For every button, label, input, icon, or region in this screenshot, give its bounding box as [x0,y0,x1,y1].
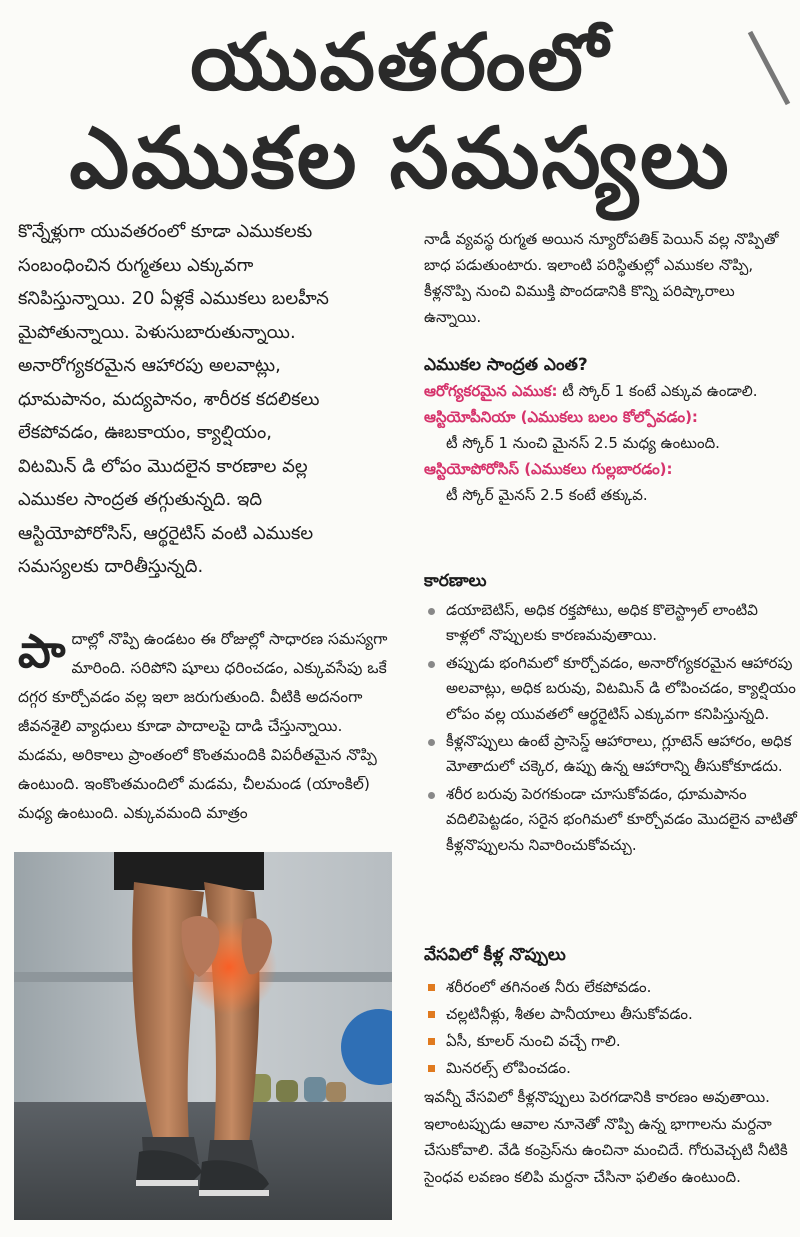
summer-heading: వేసవిలో కీళ్ల నొప్పులు [424,945,566,965]
density-text: టీ స్కోర్ మైనస్ 2.5 కంటే తక్కువ. [446,486,648,504]
list-item-text: మినరల్స్ లోపించడం. [446,1059,571,1077]
headline [0,0,800,210]
density-item-osteoporosis [424,456,796,508]
density-item-healthy [424,378,796,404]
density-item-osteopenia [424,404,796,456]
list-item-text: తప్పుడు భంగిమలో కూర్చోవడం, అనారోగ్యకరమైన ఆహారపు అలవాట్లు, అధిక బరువు, విటమిన్ డి లోపించడం, క్యాల్షియం లోపం వల్ల యువతలో ఆర్థరైటిస్ ఎక్కువగా కనిపిస్తున్నది. [446,653,796,723]
list-item [424,651,800,727]
bullet-dot-icon [428,739,435,746]
list-item [424,598,800,649]
intro-line: సంబంధించిన రుగ్మతలు ఎక్కువగా [18,254,254,276]
bullet-square-icon [428,984,435,991]
headline-line-1: యువతరంలో [190,18,610,108]
intro-line: లేకపోవడం, ఊబకాయం, క్యాల్షియం, [18,422,272,443]
intro-line: ఎముకల సాంద్రత తగ్గుతున్నది. ఇది [18,489,263,510]
density-text: టీ స్కోర్ 1 కంటే ఎక్కువ ఉండాలి. [562,382,758,400]
density-text: టీ స్కోర్ 1 నుంచి మైనస్ 2.5 మధ్య ఉంటుంది. [446,434,720,452]
intro-line: విటమిన్ డి లోపం మొదలైన కారణాల వల్ల [18,455,308,477]
intro-line: ధూమపానం, మద్యపానం, శారీరక కదలికలు [18,388,320,410]
list-item [424,1055,800,1082]
list-item-text: చల్లటినీళ్లు, శీతల పానీయాలు తీసుకోవడం. [446,1005,693,1023]
decorative-slash-icon [746,28,792,108]
list-item-text: కీళ్లనొప్పులు ఉంటే ప్రాసెస్డ్ ఆహారాలు, గ్లూటెన్ ఆహారం, అధిక మోతాదులో చక్కెర, ఉప్పు ఉన్న ఆహారాన్ని తీసుకోకూడదు. [446,732,792,776]
list-item [424,782,800,858]
headline-line-2: ఎముకల సమస్యలు [69,109,731,207]
summer-list [424,974,800,1082]
list-item-text: శరీరంలో తగినంత నీరు లేకపోవడం. [446,978,652,996]
foot-pain-paragraph [18,625,396,828]
bullet-dot-icon [428,661,435,668]
causes-list [424,598,800,860]
intro-line: సమస్యలకు దారితీస్తున్నది. [18,556,204,577]
list-item-text: ఏసీ, కూలర్ నుంచి వచ్చే గాలి. [446,1032,621,1050]
density-label: ఆస్టియోపోరోసిస్ (ఎముకలు గుల్లబారడం): [424,460,673,478]
density-heading: ఎముకల సాంద్రత ఎంత? [424,355,588,375]
intro-line: మైపోతున్నాయి. పెళుసుబారుతున్నాయి. [18,321,296,343]
dropcap: పా [18,624,66,678]
intro-line: అనారోగ్యకరమైన ఆహారపు అలవాట్లు, [18,355,281,376]
bullet-dot-icon [428,608,435,615]
intro-line: కొన్నేళ్లుగా యువతరంలో కూడా ఎముకలకు [18,221,313,242]
list-item-text: శరీర బరువు పెరగకుండా చూసుకోవడం, ధూమపానం వదిలిపెట్టడం, సరైన భంగిమలో కూర్చోవడం మొదలైన వాటితో కీళ్లనొప్పులను నివారించుకోవచ్చు. [446,784,797,854]
list-item [424,729,800,780]
intro-line: కనిపిస్తున్నాయి. 20 ఏళ్లకే ఎముకలు బలహీన [18,288,329,309]
density-label: ఆరోగ్యకరమైన ఎముక: [424,382,558,400]
bullet-square-icon [428,1065,435,1072]
knee-pain-photo [14,852,392,1220]
right-intro-paragraph: నాడీ వ్యవస్థ రుగ్మత అయిన న్యూరోపతిక్ పెయిన్ వల్ల నొప్పితో బాధ పడుతుంటారు. ఇలాంటి పరిస్థితుల్లో ఎముకల నొప్పి, కీళ్లనొప్పి నుంచి విముక్తి పొందడానికి కొన్ని పరిష్కారాలు ఉన్నాయి. [424,230,779,326]
list-item [424,1001,800,1028]
causes-heading: కారణాలు [424,571,487,591]
intro-line: ఆస్టియోపోరోసిస్, ఆర్థరైటిస్ వంటి ఎముకల [18,522,314,544]
intro-paragraph [18,215,396,584]
list-item-text: డయాబెటిస్, అధిక రక్తపోటు, అధిక కొలెస్ట్రాల్ లాంటివి కాళ్లలో నొప్పులకు కారణమవుతాయి. [446,601,758,645]
knee-pain-illustration [14,852,392,1220]
list-item [424,1028,800,1055]
bullet-dot-icon [428,792,435,799]
foot-pain-text: దాల్లో నొప్పి ఉండటం ఈ రోజుల్లో సాధారణ సమస్యగా మారింది. సరిపోని షూలు ధరించడం, ఎక్కువసేపు ఒకే దగ్గర కూర్చోవడం వల్ల ఇలా జరుగుతుంది. వీటికి అదనంగా జీవనశైలి వ్యాధులు కూడా పాదాలపై దాడి చేస్తున్నాయి. మడమ, అరికాలు ప్రాంతంలో కొంతమందికి విపరీతమైన నొప్పి ఉంటుంది. ఇంకొంతమందిలో మడమ, చీలమండ (యాంకిల్) మధ్య ఉంటుంది. ఎక్కువమంది మాత్రం [18,630,388,822]
summer-closing-paragraph: ఇవన్నీ వేసవిలో కీళ్లనొప్పులు పెరగడానికి కారణం అవుతాయి. ఇలాంటప్పుడు ఆవాల నూనెతో నొప్పి ఉన్న భాగాలను మర్దనా చేసుకోవాలి. వేడి కంప్రెస్‌ను ఉంచినా మంచిదే. గోరువెచ్చటి నీటికి సైంధవ లవణం కలిపి మర్దనా చేసినా ఫలితం ఉంటుంది. [424,1088,788,1186]
bullet-square-icon [428,1011,435,1018]
list-item [424,974,800,1001]
density-list [424,378,796,508]
density-label: ఆస్టియోపీనియా (ఎముకలు బలం కోల్పోవడం): [424,408,698,426]
bullet-square-icon [428,1038,435,1045]
